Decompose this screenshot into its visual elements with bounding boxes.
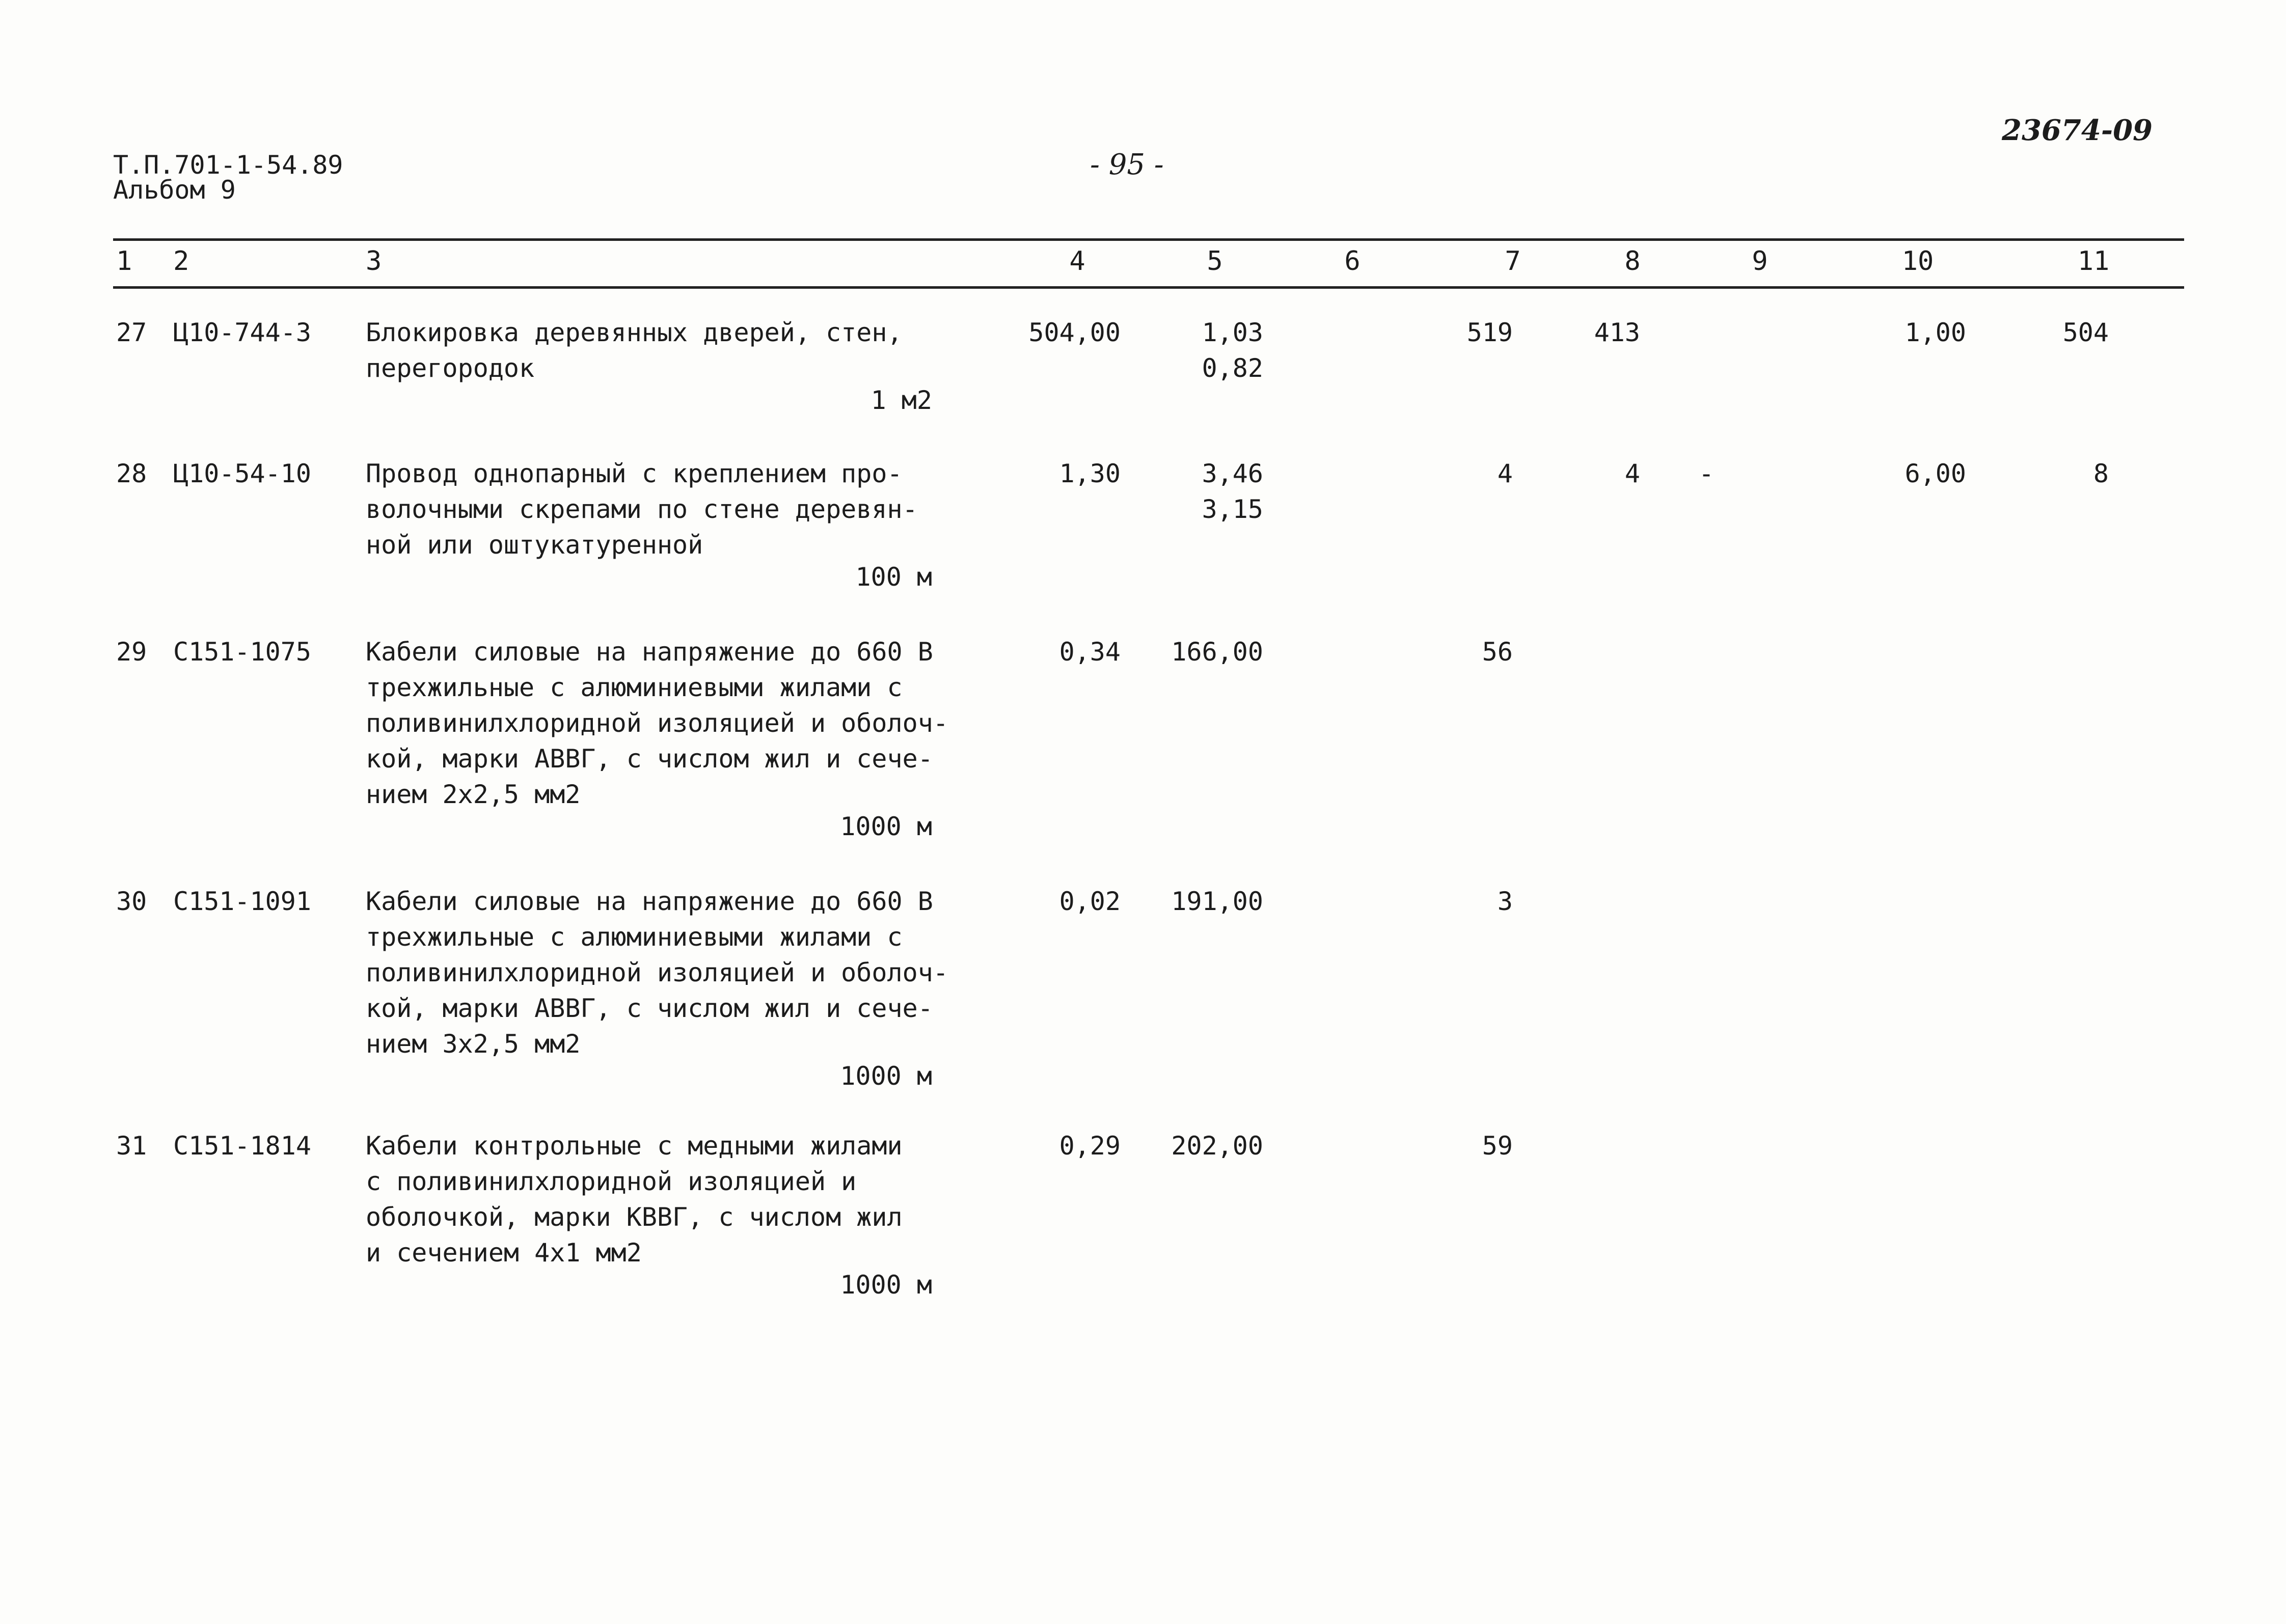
col7-value: 4: [1497, 459, 1513, 488]
column-number-5: 5: [1207, 246, 1223, 277]
col10-value: 6,00: [1904, 459, 1966, 488]
price-code: С151-1091: [173, 887, 311, 916]
col4-value: 0,29: [1059, 1131, 1121, 1161]
column-number-8: 8: [1624, 246, 1641, 277]
unit-of-measure: 1 м2: [870, 386, 932, 415]
price-code: Ц10-54-10: [173, 459, 311, 488]
unit-of-measure: 1000 м: [840, 1270, 932, 1300]
unit-of-measure: 100 м: [855, 562, 932, 592]
column-number-10: 10: [1901, 246, 1934, 277]
col4-value: 504,00: [1028, 318, 1121, 347]
page-number: - 95 -: [1090, 148, 1164, 181]
column-number-6: 6: [1344, 246, 1360, 277]
column-number-9: 9: [1752, 246, 1768, 277]
document-code: Т.П.701-1-54.89: [113, 150, 343, 180]
col5-value: 202,00: [1171, 1131, 1263, 1161]
work-description: Провод однопарный с креплением про- волочными скрепами по стене деревян- ной или оштукатуренной: [366, 459, 918, 560]
row-number: 27: [116, 318, 147, 347]
table-top-rule: [113, 238, 2184, 241]
row-number: 31: [116, 1131, 147, 1161]
price-code: С151-1075: [173, 637, 311, 667]
col4-value: 1,30: [1059, 459, 1121, 488]
column-number-1: 1: [116, 246, 132, 277]
col7-value: 59: [1482, 1131, 1513, 1161]
col4-value: 0,02: [1059, 887, 1121, 916]
work-description: Кабели контрольные с медными жилами с поливинилхлоридной изоляцией и оболочкой, марки КВВГ, с числом жил и сечением 4х1 мм2: [366, 1131, 903, 1268]
col10-value: 1,00: [1904, 318, 1966, 347]
price-code: С151-1814: [173, 1131, 311, 1161]
row-number: 28: [116, 459, 147, 488]
col8-value: 413: [1594, 318, 1640, 347]
col7-value: 519: [1466, 318, 1513, 347]
archive-number: 23674-09: [2002, 114, 2153, 147]
column-number-2: 2: [173, 246, 189, 277]
price-code: Ц10-744-3: [173, 318, 311, 347]
unit-of-measure: 1000 м: [840, 812, 932, 841]
col5-value: 191,00: [1171, 887, 1263, 916]
col5-value: 166,00: [1171, 637, 1263, 667]
col5-value: 1,03 0,82: [1202, 318, 1263, 383]
col11-value: 504: [2062, 318, 2109, 347]
col8-value: 4: [1624, 459, 1640, 488]
col7-value: 3: [1497, 887, 1513, 916]
col7-value: 56: [1482, 637, 1513, 667]
album-label: Альбом 9: [113, 175, 236, 205]
work-description: Блокировка деревянных дверей, стен, перегородок: [366, 318, 903, 383]
work-description: Кабели силовые на напряжение до 660 В трехжильные с алюминиевыми жилами с поливинилхлоридной изоляцией и оболоч- кой, марки АВВГ, с числом жил и сече- нием 2х2,5 мм2: [366, 637, 948, 809]
table-header-rule: [113, 286, 2184, 289]
work-description: Кабели силовые на напряжение до 660 В трехжильные с алюминиевыми жилами с поливинилхлоридной изоляцией и оболоч- кой, марки АВВГ, с числом жил и сече- нием 3х2,5 мм2: [366, 887, 948, 1059]
col11-value: 8: [2093, 459, 2109, 488]
col9-value: -: [1698, 459, 1715, 488]
row-number: 29: [116, 637, 147, 667]
column-number-7: 7: [1505, 246, 1521, 277]
col5-value: 3,46 3,15: [1202, 459, 1263, 524]
col4-value: 0,34: [1059, 637, 1121, 667]
column-number-3: 3: [366, 246, 382, 277]
column-number-11: 11: [2077, 246, 2110, 277]
unit-of-measure: 1000 м: [840, 1061, 932, 1091]
row-number: 30: [116, 887, 147, 916]
column-number-4: 4: [1069, 246, 1085, 277]
